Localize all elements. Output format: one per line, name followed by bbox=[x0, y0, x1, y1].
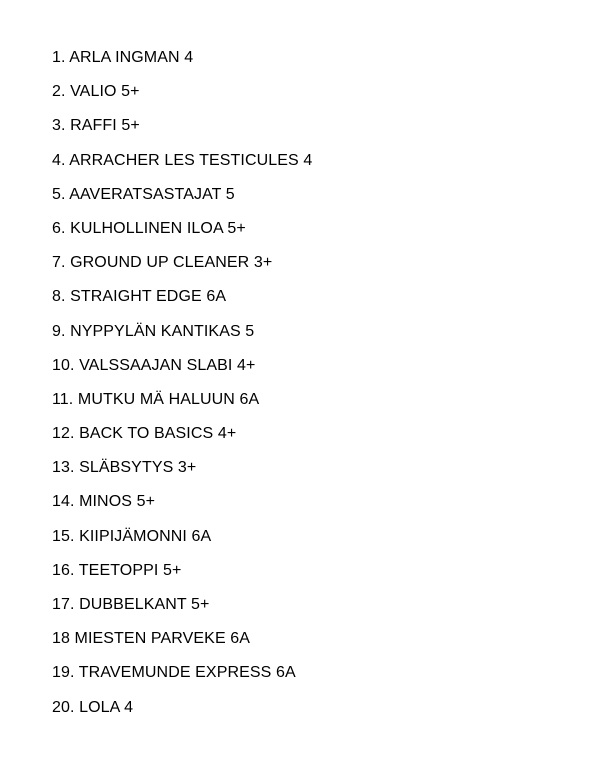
route-item: 14. MINOS 5+ bbox=[52, 493, 156, 511]
route-item: 17. DUBBELKANT 5+ bbox=[52, 596, 210, 613]
route-item: 6. KULHOLLINEN ILOA 5+ bbox=[52, 219, 246, 237]
route-item: 16. TEETOPPI 5+ bbox=[52, 561, 182, 579]
route-item: 3. RAFFI 5+ bbox=[52, 117, 140, 135]
route-item: 13. SLÄBSYTYS 3+ bbox=[52, 459, 197, 477]
route-item: 1. ARLA INGMAN 4 bbox=[52, 49, 194, 66]
route-item: 2. VALIO 5+ bbox=[52, 83, 140, 101]
route-list bbox=[52, 47, 312, 731]
route-item: 20. LOLA 4 bbox=[52, 698, 134, 716]
route-item: 12. BACK TO BASICS 4+ bbox=[52, 425, 237, 443]
route-item: 15. KIIPIJÄMONNI 6A bbox=[52, 527, 212, 545]
route-item: 8. STRAIGHT EDGE 6A bbox=[52, 288, 227, 306]
route-item: 9. NYPPYLÄN KANTIKAS 5 bbox=[52, 322, 255, 340]
route-item: 18 MIESTEN PARVEKE 6A bbox=[52, 630, 251, 648]
route-item: 11. MUTKU MÄ HALUUN 6A bbox=[52, 390, 260, 408]
route-item: 19. TRAVEMUNDE EXPRESS 6A bbox=[52, 664, 296, 682]
route-item: 7. GROUND UP CLEANER 3+ bbox=[52, 254, 273, 272]
route-item: 5. AAVERATSASTAJAT 5 bbox=[52, 185, 235, 203]
route-item: 10. VALSSAAJAN SLABI 4+ bbox=[52, 356, 256, 374]
route-item: 4. ARRACHER LES TESTICULES 4 bbox=[52, 151, 313, 169]
